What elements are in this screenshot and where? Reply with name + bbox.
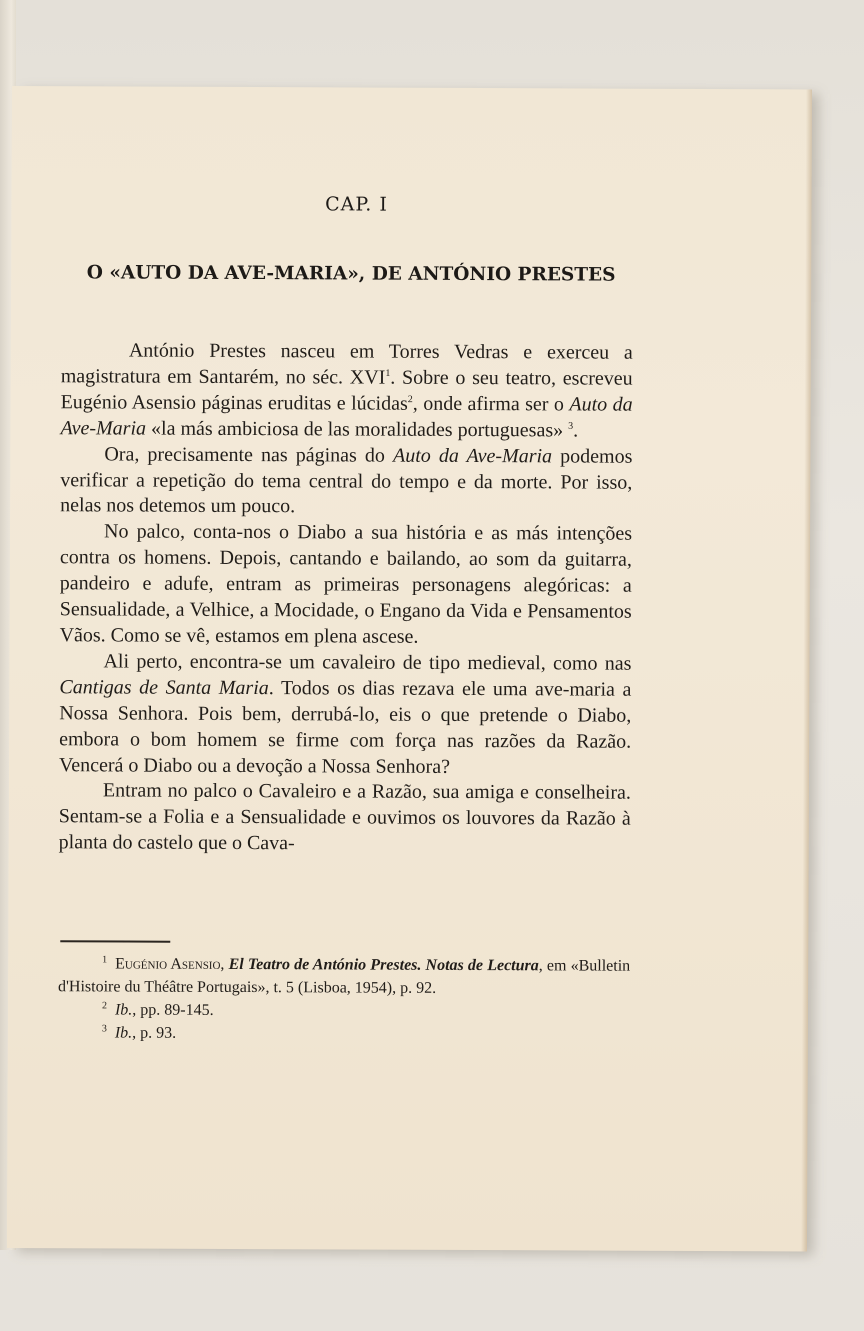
paragraph-segment: . Sobre o seu teatro, escreveu Eugénio Asensio páginas eruditas e lúcidas	[60, 366, 633, 415]
paragraph-segment: , onde afirma ser o	[412, 392, 570, 416]
chapter-heading: CAP. I	[325, 193, 388, 216]
footnote-3	[58, 1021, 630, 1046]
footnote-rule	[60, 940, 170, 942]
paragraph-segment: Ora, precisamente nas páginas do	[104, 443, 394, 467]
paragraph-segment: Auto da Ave-Maria	[392, 444, 553, 467]
footnote-number: 2	[101, 1000, 108, 1012]
paragraph-segment: 2	[407, 393, 413, 405]
footnote-segment: Eugénio Asensio	[115, 955, 221, 973]
footnote-number: 3	[101, 1023, 107, 1035]
paragraph-segment: 1	[385, 367, 391, 379]
footnote-2	[58, 998, 630, 1023]
footnote-segment: , p. 93.	[132, 1024, 177, 1042]
body-text	[59, 338, 633, 859]
paragraph-segment: António Prestes nasceu em Torres Vedras e exerceu a magistratura em Santarém, no séc. XVI	[60, 339, 633, 389]
paragraph-3	[60, 520, 633, 652]
paragraph-segment: .	[573, 419, 579, 442]
footnote-segment: ,	[220, 955, 229, 973]
book-page	[7, 86, 812, 1251]
footnote-segment: Ib.	[114, 1024, 133, 1042]
chapter-title: O «AUTO DA AVE-MARIA», DE ANTÓNIO PRESTES	[86, 262, 616, 286]
footnote-segment: El Teatro de António Prestes. Notas de Lectura	[228, 955, 539, 975]
paragraph-5	[59, 779, 631, 859]
footnote-segment: , em «Bulletin d'Histoire du Théâtre Portugais», t. 5 (Lisboa, 1954), p. 92.	[58, 957, 631, 997]
paragraph-segment: Entram no palco o Cavaleiro e a Razão, sua amiga e conselheira. Sentam-se a Folia e a Sensualidade e ouvimos os louvores da Razão à planta do castelo que o Cava-	[58, 779, 631, 855]
footnotes	[58, 952, 630, 1046]
paragraph-4	[59, 649, 632, 781]
footnote-segment: Ib.	[114, 1001, 133, 1019]
paragraph-segment: . Todos os dias rezava ele uma ave-maria a Nossa Senhora. Pois bem, derrubá-lo, eis o que pretende o Diabo, embora o bom homem se firme com força nas razões da Razão. Vencerá o Diabo ou a devoção a Nossa Senhora?	[58, 676, 632, 778]
paragraph-2	[60, 442, 632, 522]
paragraph-segment: Auto da Ave-Maria	[60, 393, 633, 440]
paragraph-segment: No palco, conta-nos o Diabo a sua história e as más intenções contra os homens. Depois, cantando e bailando, ao som da guitarra, pandeiro e adufe, entram as primeiras personagens alegóricas: a Sensualidade, a Velhice, a Mocidade, o Engano da Vida e Pensamentos Vãos. Como se vê, estamos em plena ascese.	[59, 520, 633, 648]
footnote-segment: , pp. 89-145.	[132, 1001, 214, 1019]
paragraph-segment: 3	[568, 420, 574, 432]
footnote-1	[58, 952, 630, 1000]
paragraph-1	[60, 338, 632, 444]
paragraph-segment: Cantigas de Santa Maria	[59, 675, 269, 699]
footnote-number: 1	[102, 954, 108, 966]
paragraph-segment: Ali perto, encontra-se um cavaleiro de tipo medieval, como nas	[103, 650, 632, 675]
paragraph-segment: podemos verificar a repetição do tema central do tempo e da morte. Por isso, nelas nos detemos um pouco.	[60, 444, 633, 518]
paragraph-segment: «la más ambiciosa de las moralidades portuguesas»	[145, 417, 569, 442]
